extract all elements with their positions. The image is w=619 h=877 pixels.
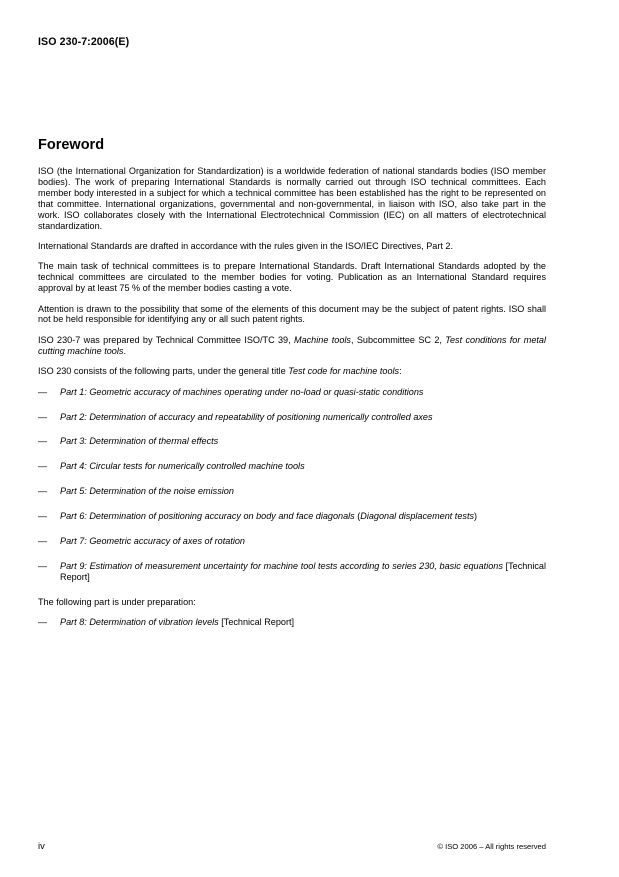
part-note: [Technical Report]	[218, 617, 295, 628]
list-item	[38, 436, 546, 447]
committee-title: Machine tools	[294, 334, 351, 345]
list-dash: —	[38, 436, 48, 447]
part-paren-open: (	[354, 511, 361, 522]
part-title: Part 4: Circular tests for numerically controlled machine tools	[60, 461, 305, 472]
list-item	[38, 561, 546, 583]
prepared-by-text: ISO 230-7 was prepared by Technical Committee ISO/TC 39,	[38, 334, 294, 345]
list-dash: —	[38, 486, 48, 497]
paragraph-under-preparation: The following part is under preparation:	[38, 596, 196, 607]
list-dash: —	[38, 617, 48, 628]
part-note: [Technical Report]	[60, 560, 546, 582]
part-title: Part 2: Determination of accuracy and repeatability of positioning numerically controlled axes	[60, 411, 433, 422]
part-title: Part 1: Geometric accuracy of machines operating under no-load or quasi-static conditions	[60, 386, 424, 397]
part-title: Part 5: Determination of the noise emission	[60, 486, 234, 497]
section-title: Foreword	[38, 137, 105, 153]
subcommittee-text: , Subcommittee SC 2,	[350, 334, 446, 345]
general-title: Test code for machine tools	[288, 366, 400, 377]
list-dash: —	[38, 411, 48, 422]
list-item	[38, 536, 546, 547]
list-item	[38, 387, 546, 398]
parts-intro-text: ISO 230 consists of the following parts, under the general title	[38, 366, 289, 377]
list-dash: —	[38, 511, 48, 522]
list-item	[38, 511, 546, 522]
paragraph-prepared-by	[38, 335, 546, 357]
list-item	[38, 617, 546, 628]
paragraph-directives: International Standards are drafted in accordance with the rules given in the ISO/IEC Directives, Part 2.	[38, 240, 453, 251]
list-dash: —	[38, 386, 48, 397]
part-title: Part 7: Geometric accuracy of axes of rotation	[60, 536, 245, 547]
parts-list	[38, 387, 546, 583]
parts-in-preparation-list	[38, 617, 546, 628]
list-dash: —	[38, 560, 48, 571]
list-item	[38, 461, 546, 472]
part-subtitle: Diagonal displacement tests	[360, 511, 475, 522]
subcommittee-title: Test conditions for metal cutting machine tools	[38, 334, 546, 356]
part-title: Part 8: Determination of vibration levels	[60, 617, 219, 628]
copyright-notice: © ISO 2006 – All rights reserved	[437, 842, 546, 851]
paragraph-patent-rights: Attention is drawn to the possibility that some of the elements of this document may be the subject of patent rights. ISO shall not be held responsible for identifying any or all such patent rights.	[38, 303, 546, 325]
list-item	[38, 412, 546, 423]
prepared-by-end: .	[123, 345, 126, 356]
paragraph-main-task: The main task of technical committees is to prepare International Standards. Draft International Standards adopted by the technical committees are circulated to the member bodies for voting. Publication as an International Standard requires approval by at least 75 % of the member bodies casting a vote.	[38, 261, 546, 294]
list-dash: —	[38, 461, 48, 472]
paragraph-parts-intro	[38, 366, 546, 377]
foreword-body	[38, 166, 546, 642]
list-dash: —	[38, 536, 48, 547]
part-title: Part 6: Determination of positioning accuracy on body and face diagonals	[60, 511, 355, 522]
part-title: Part 9: Estimation of measurement uncertainty for machine tool tests according to series 230, basic equations	[60, 560, 503, 571]
part-paren-close: )	[474, 511, 478, 522]
parts-intro-end: :	[399, 366, 402, 377]
document-id: ISO 230-7:2006(E)	[38, 36, 130, 48]
paragraph-iso-intro: ISO (the International Organization for Standardization) is a worldwide federation of national standards bodies (ISO member bodies). The work of preparing International Standards is normally carried out through ISO technical committees. Each member body interested in a subject for which a technical committee has been established has the right to be represented on that committee. International organizations, governmental and non-governmental, in liaison with ISO, also take part in the work. ISO collaborates closely with the International Electrotechnical Commission (IEC) on all matters of electrotechnical standardization.	[38, 166, 546, 231]
page-number: iv	[38, 840, 45, 851]
list-item	[38, 486, 546, 497]
part-title: Part 3: Determination of thermal effects	[60, 436, 219, 447]
